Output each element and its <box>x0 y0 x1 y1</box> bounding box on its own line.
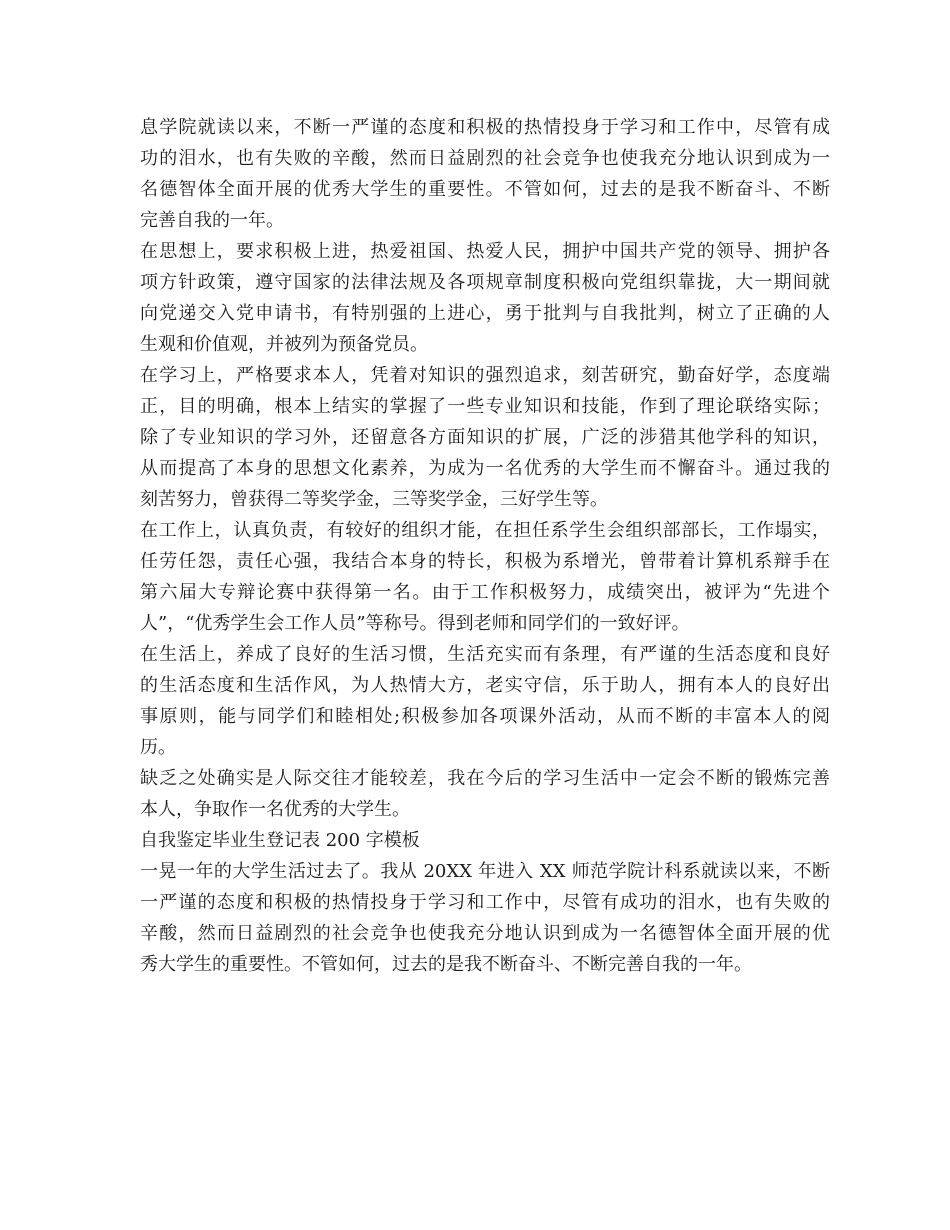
text-line: 历。 <box>140 737 176 758</box>
text-line: 在学习上，严格要求本人，凭着对知识的强烈追求，刻苦研究，勤奋好学，态度端 <box>140 365 830 386</box>
text-line: 从而提高了本身的思想文化素养，为成为一名优秀的大学生而不懈奋斗。通过我的 <box>140 458 830 479</box>
text-line: 除了专业知识的学习外，还留意各方面知识的扩展，广泛的涉猎其他学科的知识， <box>140 427 830 448</box>
text-line: 在工作上，认真负责，有较好的组织才能，在担任系学生会组织部部长，工作塌实， <box>140 520 830 541</box>
text-line: 完善自我的一年。 <box>140 210 284 231</box>
text-line: 刻苦努力，曾获得二等奖学金，三等奖学金，三好学生等。 <box>140 489 608 510</box>
text-line: 人”，“优秀学生会工作人员”等称号。得到老师和同学们的一致好评。 <box>140 613 690 634</box>
text-line: 的生活态度和生活作风，为人热情大方，老实守信，乐于助人，拥有本人的良好出 <box>140 675 830 696</box>
text-line: 本人，争取作一名优秀的大学生。 <box>140 799 410 820</box>
text-line: 任劳任怨，责任心强，我结合本身的特长，积极为系增光，曾带着计算机系辩手在 <box>140 551 830 572</box>
text-line: 向党递交入党申请书，有特别强的上进心，勇于批判与自我批判，树立了正确的人 <box>140 303 830 324</box>
text-line: 项方针政策，遵守国家的法律法规及各项规章制度积极向党组织靠拢，大一期间就 <box>140 272 830 293</box>
text-line: 生观和价值观，并被列为预备党员。 <box>140 334 428 355</box>
text-line: 第六届大专辩论赛中获得第一名。由于工作积极努力，成绩突出，被评为“先进个 <box>140 582 830 603</box>
text-line: 名德智体全面开展的优秀大学生的重要性。不管如何，过去的是我不断奋斗、不断 <box>140 179 830 200</box>
text-line: 在生活上，养成了良好的生活习惯，生活充实而有条理，有严谨的生活态度和良好 <box>140 644 830 665</box>
text-line: 辛酸，然而日益剧烈的社会竞争也使我充分地认识到成为一名德智体全面开展的优 <box>140 923 830 944</box>
text-line: 一晃一年的大学生活过去了。我从 20XX 年进入 XX 师范学院计科系就读以来，不断 <box>140 861 830 882</box>
text-line: 自我鉴定毕业生登记表 200 字模板 <box>140 830 420 851</box>
text-line: 一严谨的态度和积极的热情投身于学习和工作中，尽管有成功的泪水，也有失败的 <box>140 892 830 913</box>
document-body <box>140 112 830 980</box>
text-line: 功的泪水，也有失败的辛酸，然而日益剧烈的社会竞争也使我充分地认识到成为一 <box>140 148 830 169</box>
text-line: 在思想上，要求积极上进，热爱祖国、热爱人民，拥护中国共产党的领导、拥护各 <box>140 241 830 262</box>
text-line: 事原则，能与同学们和睦相处;积极参加各项课外活动，从而不断的丰富本人的阅 <box>140 706 830 727</box>
text-line: 正，目的明确，根本上结实的掌握了一些专业知识和技能，作到了理论联络实际； <box>140 396 830 417</box>
text-line: 秀大学生的重要性。不管如何，过去的是我不断奋斗、不断完善自我的一年。 <box>140 954 752 975</box>
text-line: 息学院就读以来，不断一严谨的态度和积极的热情投身于学习和工作中，尽管有成 <box>140 117 830 138</box>
text-line: 缺乏之处确实是人际交往才能较差，我在今后的学习生活中一定会不断的锻炼完善 <box>140 768 830 789</box>
